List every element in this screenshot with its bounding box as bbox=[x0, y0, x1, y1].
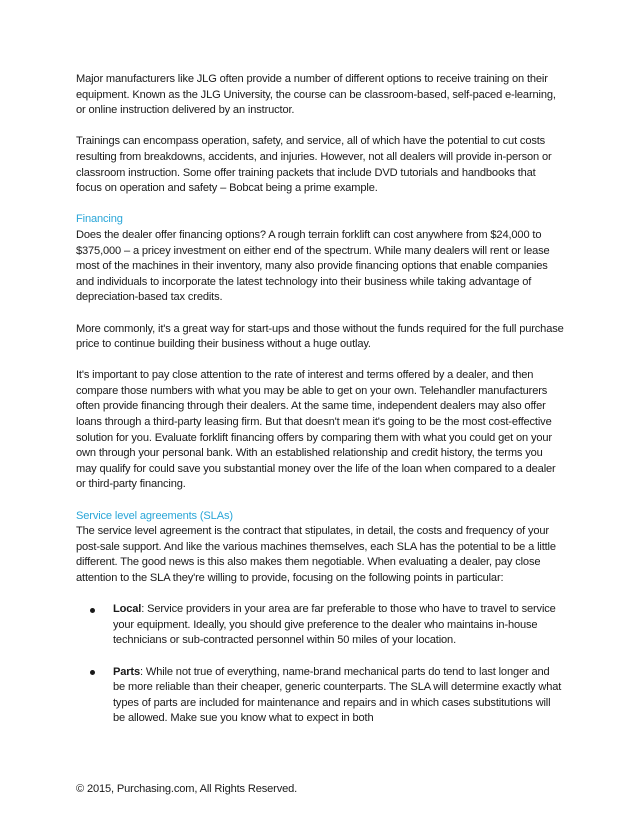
document-page bbox=[76, 72, 564, 743]
intro-paragraph-1: Major manufacturers like JLG often provide a number of different options to receive training on their equipment. Known as the JLG University, the course can be classroom-based, self-paced e-learning, or online instruction delivered by an instructor. bbox=[76, 73, 556, 117]
financing-paragraph-3: It's important to pay close attention to the rate of interest and terms offered by a dealer, and then compare those numbers with what you may be able to get on your own. Telehandler manufacturers often provide financing through their dealers. At the same time, independent dealers may also offer loans through a third-party leasing firm. But that doesn't mean it's going to be the most cost-effective solution for you. Evaluate forklift financing offers by comparing them with what you could get on your own through your personal bank. With an established relationship and credit history, the terms you may qualify for could save you substantial money over the life of the loan when compared to a dealer or third-party financing. bbox=[76, 369, 556, 491]
bullet-item-local bbox=[76, 602, 564, 649]
intro-paragraph-2: Trainings can encompass operation, safety, and service, all of which have the potential to cut costs resulting from breakdowns, accidents, and injuries. However, not all dealers will provide in-person or classroom instruction. Some offer training packets that include DVD tutorials and handbooks that focus on operation and safety – Bobcat being a prime example. bbox=[76, 135, 552, 195]
bullet-term-local: Local bbox=[113, 603, 142, 616]
copyright-footer: © 2015, Purchasing.com, All Rights Reserved. bbox=[76, 783, 298, 795]
sla-section bbox=[76, 509, 564, 727]
bullet-dot-icon bbox=[90, 670, 95, 675]
sla-bullet-list bbox=[76, 602, 564, 727]
sla-heading: Service level agreements (SLAs) bbox=[76, 509, 233, 522]
bullet-text-local: : Service providers in your area are far preferable to those who have to travel to service your equipment. Ideally, you should give preference to the dealer who maintains in-house technicians or sub-contracted personnel within 50 miles of your location. bbox=[113, 603, 556, 647]
sla-paragraph-1: The service level agreement is the contract that stipulates, in detail, the costs and frequency of your post-sale support. And like the various machines themselves, each SLA has the potential to be a little different. The good news is this also makes them negotiable. When evaluating a dealer, pay close attention to the SLA they're willing to provide, focusing on the following points in particular: bbox=[76, 525, 556, 584]
bullet-term-parts: Parts bbox=[113, 665, 141, 678]
bullet-text-parts: : While not true of everything, name-brand mechanical parts do tend to last longer and be more reliable than their cheaper, generic counterparts. The SLA will determine exactly what types of parts are included for maintenance and repairs and in which cases substitutions will be allowed. Make sue you know what to expect in both bbox=[113, 665, 562, 725]
financing-paragraph-1: Does the dealer offer financing options? A rough terrain forklift can cost anywhere from $24,000 to $375,000 – a pricey investment on either end of the spectrum. While many dealers will rent or lease most of the machines in their inventory, many also provide financing options that enable companies and individuals to incorporate the latest technology into their business while taking advantage of depreciation-based tax credits. bbox=[76, 228, 550, 304]
bullet-item-parts bbox=[76, 665, 564, 727]
bullet-dot-icon bbox=[90, 608, 95, 613]
financing-paragraph-2: More commonly, it's a great way for start-ups and those without the funds required for the full purchase price to continue building their business without a huge outlay. bbox=[76, 322, 564, 351]
financing-heading: Financing bbox=[76, 213, 123, 226]
financing-section bbox=[76, 212, 564, 493]
